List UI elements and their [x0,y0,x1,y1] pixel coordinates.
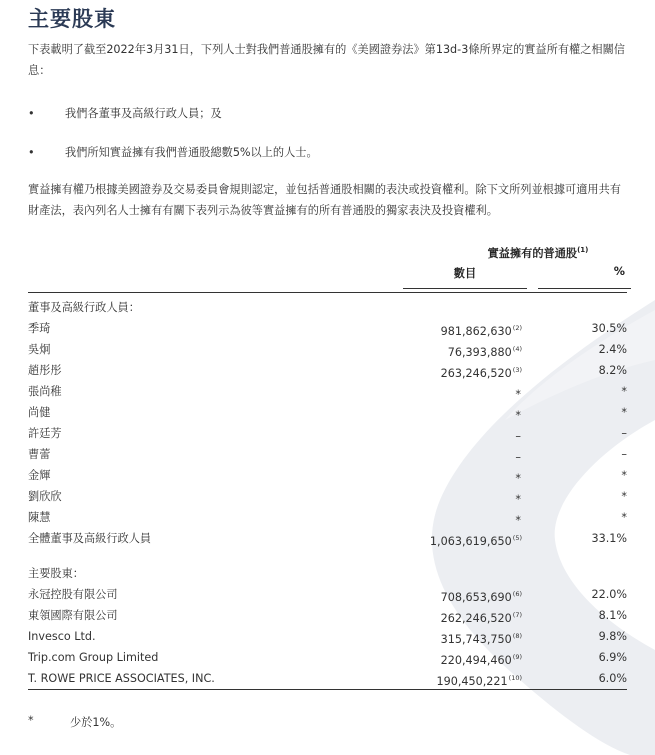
row-note: (2) [512,324,522,332]
holders-rows [28,584,627,689]
intro-paragraph: 下表載明了截至2022年3月31日，下列人士對我們普通股擁有的《美國證券法》第13d-3條所界定的實益所有權之相關信息： [28,43,625,77]
table-column-header [28,265,627,289]
row-note: (9) [512,653,522,661]
row-percent: 2.4% [598,343,627,356]
row-number: 1,063,619,650$^{(5)}$ [429,534,522,548]
row-name: 趙彤彤 [28,364,62,377]
row-note: (4) [512,345,522,353]
row-number: * [515,514,521,527]
row-percent: 9.8% [598,630,627,643]
table-row [28,381,627,402]
row-note: (8) [512,632,522,640]
table-row [28,318,627,339]
row-percent: * [621,469,627,482]
col-number-header: 數目 [453,267,477,280]
table-row [28,507,627,528]
row-number: 708,653,690$^{(6)}$ [440,590,522,604]
footnote-mark: * [28,714,34,727]
footnote [28,714,627,730]
row-number: 263,246,520$^{(3)}$ [440,366,522,380]
group-header-label: 實益擁有的普通股$^{(1)}$ [487,246,589,260]
table-row [28,647,627,668]
table-row [28,486,627,507]
row-number: – [515,430,521,443]
row-percent: 6.0% [598,672,627,685]
body-paragraph: 實益擁有權乃根據美國證券及交易委員會規則認定，並包括普通股相關的表決或投資權利。除下文所列並根據可適用共有財產法，表內列名人士擁有有關下表列示為彼等實益擁有的所有普通股的獨家表決及投資權利。 [28,183,621,217]
table-row [28,423,627,444]
row-name: 曹蕾 [28,448,51,461]
table-row [28,584,627,605]
row-name: 季琦 [28,322,51,335]
bullet-text: 我們各董事及高級行政人員；及 [65,107,222,120]
bullet-item [28,104,627,124]
table-row [28,668,627,689]
row-name: T. ROWE PRICE ASSOCIATES, INC. [28,672,215,685]
row-percent: * [621,385,627,398]
row-name: 尚健 [28,406,51,419]
row-note: (10) [508,674,522,682]
row-note: (6) [512,590,522,598]
bullet-mark: • [28,146,35,159]
row-name: 東領國際有限公司 [28,609,118,622]
row-percent: 22.0% [591,588,627,601]
bullet-mark: • [28,107,35,120]
row-note: (7) [512,611,522,619]
bullet-item [28,143,627,163]
row-number: 981,862,630$^{(2)}$ [440,324,522,338]
row-percent: * [621,406,627,419]
row-number: 262,246,520$^{(7)}$ [440,611,522,625]
section-label-holders: 主要股東： [28,567,84,580]
table-row [28,444,627,465]
row-name: 劉欣欣 [28,490,62,503]
row-name: Trip.com Group Limited [28,651,159,664]
row-number: 220,494,460$^{(9)}$ [440,653,522,667]
table-row [28,626,627,647]
row-name: 全體董事及高級行政人員 [28,532,152,545]
row-name: 許廷芳 [28,427,62,440]
col-percent-header: % [613,265,625,278]
row-percent: * [621,511,627,524]
row-percent: 8.1% [598,609,627,622]
row-percent: – [621,427,627,440]
table-row [28,360,627,381]
table-row-total [28,528,627,549]
bullet-text: 我們所知實益擁有我們普通股總數5%以上的人士。 [65,146,318,159]
row-percent: 6.9% [598,651,627,664]
table-row [28,402,627,423]
row-name: 張尚稚 [28,385,62,398]
table-row [28,465,627,486]
section-label-directors: 董事及高級行政人員： [28,301,140,314]
row-number: 190,450,221$^{(10)}$ [436,674,522,688]
row-name: 陳慧 [28,511,51,524]
row-percent: 30.5% [591,322,627,335]
table-row [28,605,627,626]
group-header-note: (1) [577,246,589,254]
row-number: * [515,472,521,485]
row-number: 315,743,750$^{(8)}$ [440,632,522,646]
row-number: 76,393,880$^{(4)}$ [447,345,522,359]
row-name: 永冠控股有限公司 [28,588,118,601]
row-name: 吳炯 [28,343,51,356]
row-number: * [515,388,521,401]
table-row [28,339,627,360]
footnote-text: 少於1%。 [70,716,122,729]
row-number: * [515,493,521,506]
table-group-header [28,245,627,265]
row-number: – [515,451,521,464]
row-percent: * [621,490,627,503]
row-percent: 8.2% [598,364,627,377]
row-percent: – [621,448,627,461]
table-bottom-rule [28,689,627,690]
row-note: (3) [512,366,522,374]
directors-rows [28,318,627,528]
row-name: 金輝 [28,469,51,482]
row-percent: 33.1% [591,532,627,545]
row-number: * [515,409,521,422]
page-title: 主要股東 [28,7,116,31]
row-name: Invesco Ltd. [28,630,96,643]
table-top-rule [28,292,627,293]
